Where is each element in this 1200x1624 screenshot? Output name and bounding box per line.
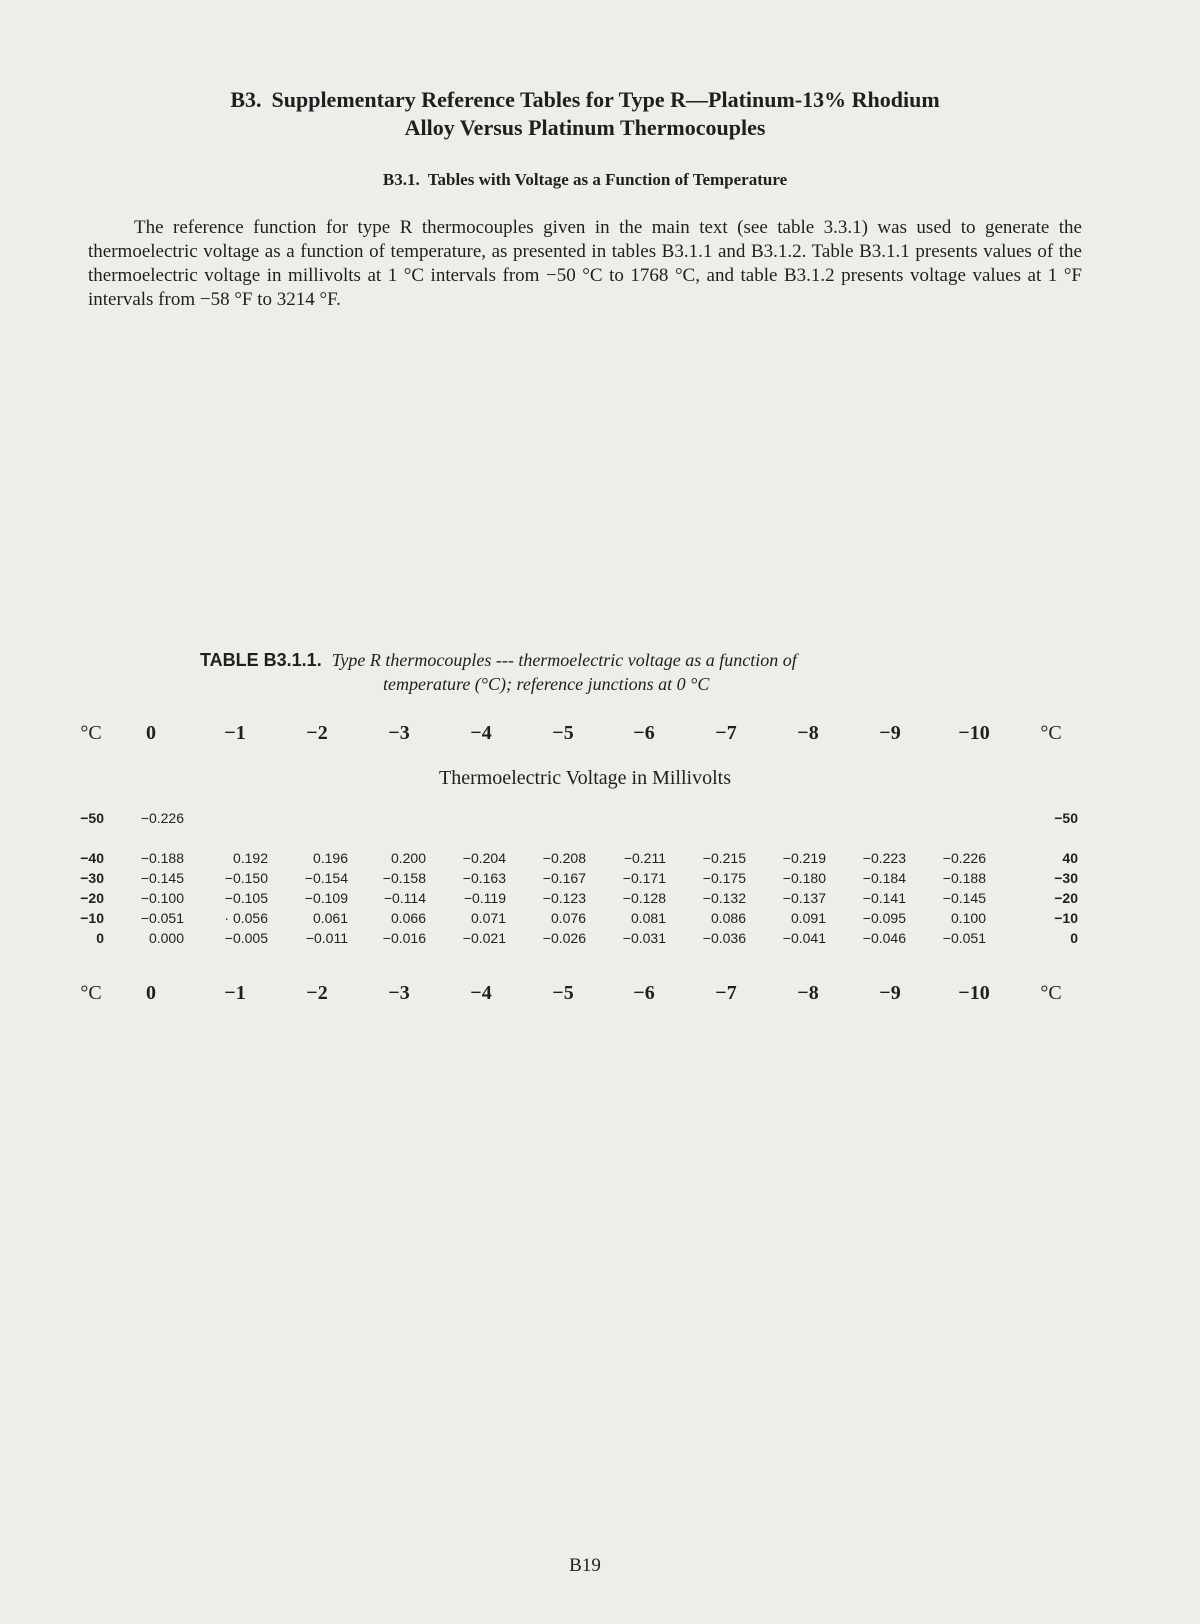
table-row [66,930,1086,950]
header-bottom-unit-right: °C [1040,982,1062,1004]
table-cell: −0.167 [542,870,586,886]
table-cell: 0.192 [232,850,268,866]
header-bottom-col-1: −1 [224,982,246,1004]
table-cell: 0.200 [390,850,426,866]
header-bottom-col-0: 0 [146,982,156,1004]
header-bottom-col-2: −2 [306,982,328,1004]
header-bottom-col-10: −10 [958,982,990,1004]
table-cell: −0.005 [224,930,268,946]
table-cell: −0.171 [622,870,666,886]
table-cell: −0.175 [702,870,746,886]
table-caption [200,648,980,696]
table-cell: 0.066 [390,910,426,926]
table-cell: −0.021 [462,930,506,946]
table-cell: −0.132 [702,890,746,906]
row-temperature-left: −40 [80,850,104,866]
table-cell: −0.184 [862,870,906,886]
table-cell: −0.158 [382,870,426,886]
table-cell: −0.154 [304,870,348,886]
header-top-col-5: −5 [552,722,574,744]
subsection-title: Tables with Voltage as a Function of Temperature [427,170,788,189]
row-temperature-right: 40 [1062,850,1078,866]
table-caption-line2: temperature (°C); reference junctions at 0 °C [383,674,710,694]
header-bottom-col-7: −7 [715,982,737,1004]
table-cell: −0.226 [942,850,986,866]
row-temperature-left: −50 [80,810,104,826]
table-cell: 0.000 [148,930,184,946]
header-top-col-4: −4 [470,722,492,744]
table-cell: −0.208 [542,850,586,866]
header-top-col-0: 0 [146,722,156,744]
row-temperature-left: −30 [80,870,104,886]
table-cell: −0.211 [623,850,666,866]
row-temperature-left: −20 [80,890,104,906]
table-cell: −0.036 [702,930,746,946]
table-cell: 0.071 [470,910,506,926]
table-cell: −0.145 [942,890,986,906]
table-cell: −0.046 [862,930,906,946]
table-cell: −0.188 [140,850,184,866]
header-top-col-9: −9 [879,722,901,744]
table-cell: −0.041 [782,930,826,946]
header-top-unit-right: °C [1040,722,1062,744]
section-number: B3. [230,87,262,112]
table-cell: −0.031 [622,930,666,946]
row-temperature-left: −10 [80,910,104,926]
table-cell: −0.016 [382,930,426,946]
row-temperature-right: −10 [1054,910,1078,926]
table-cell: −0.105 [224,890,268,906]
subsection-heading [120,170,1050,190]
table-cell: −0.150 [224,870,268,886]
table-cell: −0.163 [462,870,506,886]
header-bottom-col-4: −4 [470,982,492,1004]
section-title-line2: Alloy Versus Platinum Thermocouples [404,115,766,140]
table-cell: −0.223 [862,850,906,866]
table-cell: −0.219 [782,850,826,866]
table-cell: −0.100 [140,890,184,906]
header-bottom-col-3: −3 [388,982,410,1004]
table-cell: −0.109 [304,890,348,906]
table-cell: −0.204 [462,850,506,866]
header-bottom-unit-left: °C [80,982,102,1004]
table-label: TABLE B3.1.1. [200,650,322,670]
header-top-col-3: −3 [388,722,410,744]
header-bottom-col-6: −6 [633,982,655,1004]
table-cell: −0.128 [622,890,666,906]
row-temperature-right: −50 [1054,810,1078,826]
header-top-col-6: −6 [633,722,655,744]
header-top-col-2: −2 [306,722,328,744]
table-cell: 0.081 [630,910,666,926]
table-cell: −0.145 [140,870,184,886]
table-cell: −0.051 [942,930,986,946]
body-paragraph: The reference function for type R thermocouples given in the main text (see table 3.3.1) was used to generate the thermoelectric voltage as a function of temperature, as presented in tables B3.1.1 and B3.1.2. Table B3.1.1 presents values of the thermoelectric voltage in millivolts at 1 °C intervals from −50 °C to 1768 °C, and table B3.1.2 presents voltage values at 1 °F intervals from −58 °F to 3214 °F. [88,217,1082,310]
row-temperature-right: −20 [1054,890,1078,906]
table-cell: −0.188 [942,870,986,886]
table-row [66,890,1086,910]
table-column-header-top [66,722,1086,750]
header-bottom-col-9: −9 [879,982,901,1004]
table-cell: −0.095 [862,910,906,926]
table-cell: −0.180 [782,870,826,886]
row-temperature-right: −30 [1054,870,1078,886]
table-cell: −0.026 [542,930,586,946]
table-cell: −0.119 [463,890,506,906]
header-top-col-1: −1 [224,722,246,744]
row-temperature-left: 0 [96,930,104,946]
table-row [66,810,1086,830]
row-temperature-right: 0 [1070,930,1078,946]
table-caption-line1: Type R thermocouples --- thermoelectric voltage as a function of [331,650,797,670]
table-cell: −0.215 [702,850,746,866]
table-cell: −0.051 [140,910,184,926]
section-title-line1: Supplementary Reference Tables for Type R—Platinum-13% Rhodium [271,87,940,112]
table-cell: −0.226 [140,810,184,826]
table-cell: 0.100 [950,910,986,926]
header-top-col-8: −8 [797,722,819,744]
table-row [66,870,1086,890]
table-cell: 0.076 [550,910,586,926]
table-cell: −0.137 [782,890,826,906]
table-cell: −0.141 [862,890,906,906]
table-cell: 0.091 [790,910,826,926]
table-cell: · 0.056 [224,910,268,926]
subsection-number: B3.1. [382,170,420,189]
table-cell: −0.123 [542,890,586,906]
table-units-subtitle: Thermoelectric Voltage in Millivolts [439,767,731,789]
header-top-col-10: −10 [958,722,990,744]
table-cell: 0.086 [710,910,746,926]
section-heading [120,86,1050,142]
table-cell: 0.196 [312,850,348,866]
table-cell: −0.011 [305,930,348,946]
header-top-unit-left: °C [80,722,102,744]
header-top-col-7: −7 [715,722,737,744]
table-column-header-bottom [66,982,1086,1010]
header-bottom-col-5: −5 [552,982,574,1004]
page-number: B19 [569,1555,601,1576]
header-bottom-col-8: −8 [797,982,819,1004]
table-row [66,910,1086,930]
table-cell: −0.114 [383,890,426,906]
table-cell: 0.061 [312,910,348,926]
table-row [66,850,1086,870]
